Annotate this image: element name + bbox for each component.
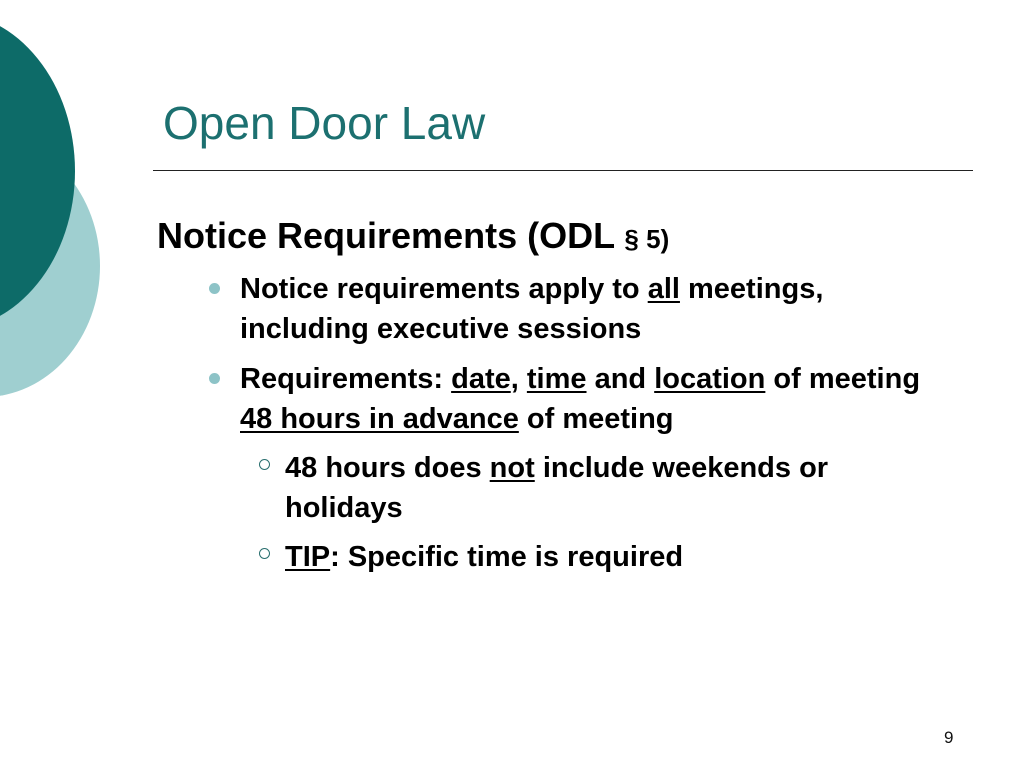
- bullet-text: and: [586, 363, 655, 395]
- title-divider: [153, 170, 973, 171]
- bullet-underlined: 48 hours in advance: [240, 403, 519, 435]
- bullet-dot-icon: [209, 373, 220, 384]
- bullet-underlined: time: [526, 363, 587, 395]
- ring-bullet-icon: [259, 459, 270, 470]
- bullet-text: of meeting: [765, 363, 921, 395]
- sub-bullet-item: [285, 448, 945, 528]
- slide-body: [157, 214, 957, 577]
- heading-text: Notice Requirements (ODL: [157, 215, 625, 256]
- bullet-text: meetings, including executive sessions: [240, 273, 824, 345]
- bullet-text: of meeting: [518, 403, 674, 435]
- bullet-text: Requirements:: [240, 363, 452, 395]
- bullet-underlined: date: [451, 363, 511, 395]
- bullet-dot-icon: [209, 283, 220, 294]
- bullet-text: Notice requirements apply to: [240, 273, 648, 305]
- sub-bullet-underlined: not: [489, 452, 535, 484]
- slide-title: Open Door Law: [163, 97, 486, 149]
- heading-section-ref: § 5: [624, 224, 661, 254]
- bullet-text: ,: [510, 363, 527, 395]
- bullet-underlined: all: [647, 273, 680, 305]
- page-number: 9: [944, 728, 954, 747]
- bullet-item: [240, 359, 940, 439]
- sub-bullet-text: : Specific time is required: [330, 541, 684, 573]
- heading-close: ): [660, 224, 670, 254]
- sub-bullet-item: [285, 537, 945, 577]
- sub-bullet-text: include weekends or holidays: [285, 452, 829, 524]
- bullet-underlined: location: [654, 363, 766, 395]
- ring-bullet-icon: [259, 548, 270, 559]
- sub-bullet-underlined: TIP: [285, 541, 331, 573]
- section-heading: [157, 214, 957, 261]
- bullet-item: [240, 269, 940, 349]
- sub-bullet-text: 48 hours does: [285, 452, 490, 484]
